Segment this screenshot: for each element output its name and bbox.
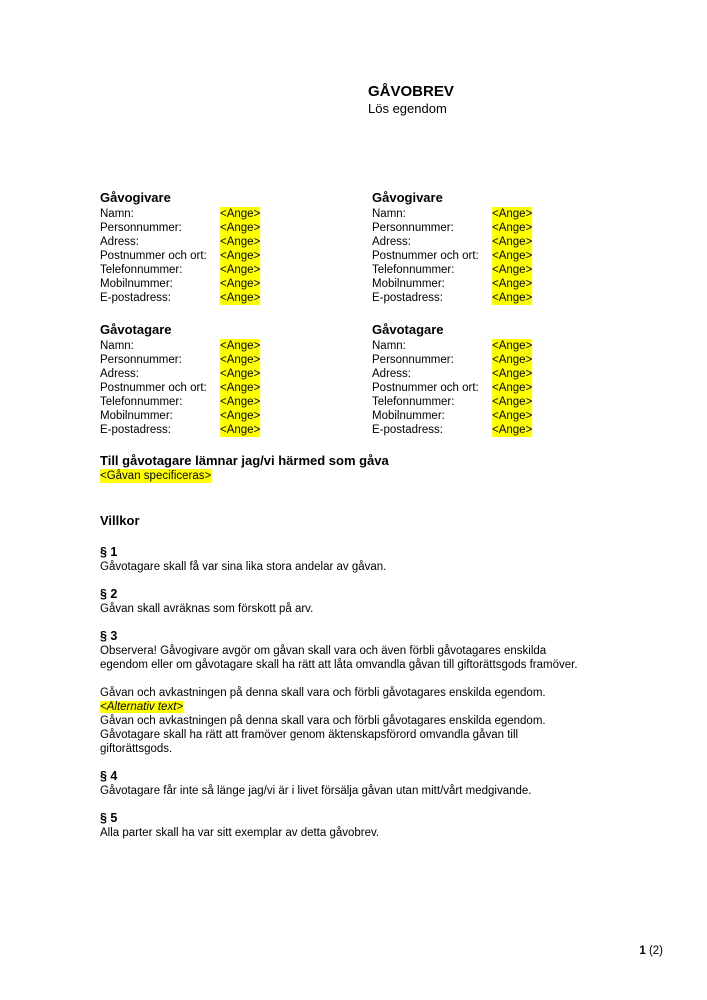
paragraph-line <box>100 700 620 714</box>
party-field-row <box>100 367 372 381</box>
paragraph-line <box>100 742 620 756</box>
field-placeholder[interactable]: <Ange> <box>220 424 261 436</box>
field-label: Namn: <box>100 340 134 352</box>
field-label: Mobilnummer: <box>372 410 445 422</box>
field-label: Adress: <box>372 368 411 380</box>
party-field-row <box>100 409 372 423</box>
field-placeholder[interactable]: <Ange> <box>220 292 261 304</box>
party-field-row <box>100 235 372 249</box>
party-block-3 <box>100 322 372 437</box>
field-placeholder[interactable]: <Ange> <box>492 292 533 304</box>
field-placeholder[interactable]: <Ange> <box>492 222 533 234</box>
field-label: Postnummer och ort: <box>100 382 207 394</box>
field-label: Mobilnummer: <box>100 278 173 290</box>
term-section <box>100 545 620 574</box>
party-field-row <box>372 353 612 367</box>
field-placeholder[interactable]: <Ange> <box>492 340 533 352</box>
document-subtitle: Lös egendom <box>368 101 447 116</box>
field-placeholder[interactable]: <Ange> <box>492 250 533 262</box>
party-field-row <box>100 395 372 409</box>
field-placeholder[interactable]: <Ange> <box>492 396 533 408</box>
term-section <box>100 629 620 756</box>
parties <box>100 190 612 437</box>
party-field-row <box>100 339 372 353</box>
gift-placeholder[interactable]: <Gåvan specificeras> <box>100 470 212 482</box>
field-label: E-postadress: <box>100 424 171 436</box>
title-block <box>368 83 454 117</box>
party-field-row <box>372 263 612 277</box>
field-label: Telefonnummer: <box>372 264 455 276</box>
field-placeholder[interactable]: <Ange> <box>220 396 261 408</box>
paragraph <box>100 644 620 672</box>
terms-section <box>100 512 620 853</box>
paragraph-text: Gåvotagare skall ha rätt att framöver genom äktenskapsförord omvandla gåvan till <box>100 729 519 741</box>
field-placeholder[interactable]: <Ange> <box>220 236 261 248</box>
field-placeholder[interactable]: <Ange> <box>492 410 533 422</box>
party-block-2 <box>372 190 612 305</box>
field-placeholder[interactable]: <Ange> <box>220 264 261 276</box>
party-field-row <box>372 249 612 263</box>
party-role-heading: Gåvogivare <box>100 190 171 205</box>
field-label: Adress: <box>100 236 139 248</box>
party-field-row <box>100 207 372 221</box>
paragraph <box>100 714 620 756</box>
page-number <box>639 944 663 958</box>
alternative-text-placeholder[interactable]: <Alternativ text> <box>100 701 184 713</box>
paragraph-text: giftorättsgods. <box>100 743 173 755</box>
field-placeholder[interactable]: <Ange> <box>220 354 261 366</box>
term-section <box>100 587 620 616</box>
terms-heading: Villkor <box>100 513 140 528</box>
paragraph-line <box>100 728 620 742</box>
party-field-row <box>372 381 612 395</box>
sections <box>100 545 620 840</box>
party-block-1 <box>100 190 372 305</box>
field-label: Namn: <box>100 208 134 220</box>
paragraph <box>100 560 620 574</box>
field-label: E-postadress: <box>100 292 171 304</box>
field-placeholder[interactable]: <Ange> <box>492 264 533 276</box>
party-block-4 <box>372 322 612 437</box>
paragraph-line <box>100 784 620 798</box>
party-field-row <box>100 249 372 263</box>
term-section <box>100 769 620 798</box>
field-placeholder[interactable]: <Ange> <box>220 278 261 290</box>
field-placeholder[interactable]: <Ange> <box>220 368 261 380</box>
field-placeholder[interactable]: <Ange> <box>220 208 261 220</box>
section-number: § 2 <box>100 587 118 601</box>
paragraph-line <box>100 658 620 672</box>
party-field-row <box>100 291 372 305</box>
party-role-heading: Gåvotagare <box>372 322 444 337</box>
field-label: Telefonnummer: <box>100 264 183 276</box>
party-field-row <box>100 221 372 235</box>
section-number: § 3 <box>100 629 118 643</box>
paragraph-text: Gåvan och avkastningen på denna skall vara och förbli gåvotagares enskilda egendom. <box>100 687 546 699</box>
field-placeholder[interactable]: <Ange> <box>492 424 533 436</box>
document-title: GÅVOBREV <box>368 83 454 100</box>
paragraph-line <box>100 714 620 728</box>
field-label: Mobilnummer: <box>100 410 173 422</box>
paragraph-line <box>100 826 620 840</box>
party-role-heading: Gåvogivare <box>372 190 443 205</box>
field-label: Postnummer och ort: <box>100 250 207 262</box>
field-placeholder[interactable]: <Ange> <box>492 354 533 366</box>
field-placeholder[interactable]: <Ange> <box>492 382 533 394</box>
field-label: Personnummer: <box>372 222 454 234</box>
field-placeholder[interactable]: <Ange> <box>220 340 261 352</box>
party-field-row <box>372 221 612 235</box>
party-field-row <box>372 207 612 221</box>
party-field-row <box>100 353 372 367</box>
gift-section <box>100 452 389 483</box>
field-label: Personnummer: <box>100 354 182 366</box>
party-role-heading: Gåvotagare <box>100 322 172 337</box>
section-number: § 4 <box>100 769 118 783</box>
party-field-row <box>100 277 372 291</box>
party-field-row <box>100 263 372 277</box>
section-number: § 5 <box>100 811 118 825</box>
field-label: Adress: <box>100 368 139 380</box>
field-label: Postnummer och ort: <box>372 382 479 394</box>
paragraph-text: Gåvotagare får inte så länge jag/vi är i livet försälja gåvan utan mitt/vårt medgivande. <box>100 785 532 797</box>
party-field-row <box>100 423 372 437</box>
party-field-row <box>372 339 612 353</box>
paragraph-text: Gåvan och avkastningen på denna skall vara och förbli gåvotagares enskilda egendom. <box>100 715 546 727</box>
field-label: Personnummer: <box>100 222 182 234</box>
paragraph <box>100 826 620 840</box>
field-placeholder[interactable]: <Ange> <box>492 368 533 380</box>
party-field-row <box>372 367 612 381</box>
paragraph <box>100 700 620 714</box>
field-placeholder[interactable]: <Ange> <box>220 382 261 394</box>
gift-heading: Till gåvotagare lämnar jag/vi härmed som gåva <box>100 453 389 468</box>
party-field-row <box>372 423 612 437</box>
field-placeholder[interactable]: <Ange> <box>220 222 261 234</box>
field-label: Postnummer och ort: <box>372 250 479 262</box>
field-label: Mobilnummer: <box>372 278 445 290</box>
paragraph <box>100 602 620 616</box>
paragraph-line <box>100 644 620 658</box>
paragraph-text: Alla parter skall ha var sitt exemplar av detta gåvobrev. <box>100 827 380 839</box>
field-label: Telefonnummer: <box>100 396 183 408</box>
field-placeholder[interactable]: <Ange> <box>492 278 533 290</box>
page-number-total: (2) <box>645 945 663 957</box>
field-label: Namn: <box>372 208 406 220</box>
field-label: Namn: <box>372 340 406 352</box>
paragraph-line <box>100 560 620 574</box>
paragraph <box>100 686 620 700</box>
party-field-row <box>100 381 372 395</box>
party-field-row <box>372 395 612 409</box>
field-placeholder[interactable]: <Ange> <box>220 250 261 262</box>
term-section <box>100 811 620 840</box>
paragraph-text: Gåvotagare skall få var sina lika stora andelar av gåvan. <box>100 561 387 573</box>
party-field-row <box>372 277 612 291</box>
paragraph <box>100 784 620 798</box>
paragraph-line <box>100 686 620 700</box>
party-field-row <box>372 409 612 423</box>
page-number-current: 1 <box>639 945 646 957</box>
section-number: § 1 <box>100 545 118 559</box>
paragraph-text: Observera! Gåvogivare avgör om gåvan skall vara och även förbli gåvotagares enskilda <box>100 645 547 657</box>
field-label: Personnummer: <box>372 354 454 366</box>
paragraph-line <box>100 602 620 616</box>
field-placeholder[interactable]: <Ange> <box>220 410 261 422</box>
field-placeholder[interactable]: <Ange> <box>492 236 533 248</box>
party-field-row <box>372 235 612 249</box>
field-label: Adress: <box>372 236 411 248</box>
field-label: Telefonnummer: <box>372 396 455 408</box>
field-placeholder[interactable]: <Ange> <box>492 208 533 220</box>
paragraph-text: egendom eller om gåvotagare skall ha rätt att låta omvandla gåvan till giftorättsgods framöver. <box>100 659 578 671</box>
field-label: E-postadress: <box>372 424 443 436</box>
paragraph-text: Gåvan skall avräknas som förskott på arv. <box>100 603 314 615</box>
party-field-row <box>372 291 612 305</box>
field-label: E-postadress: <box>372 292 443 304</box>
